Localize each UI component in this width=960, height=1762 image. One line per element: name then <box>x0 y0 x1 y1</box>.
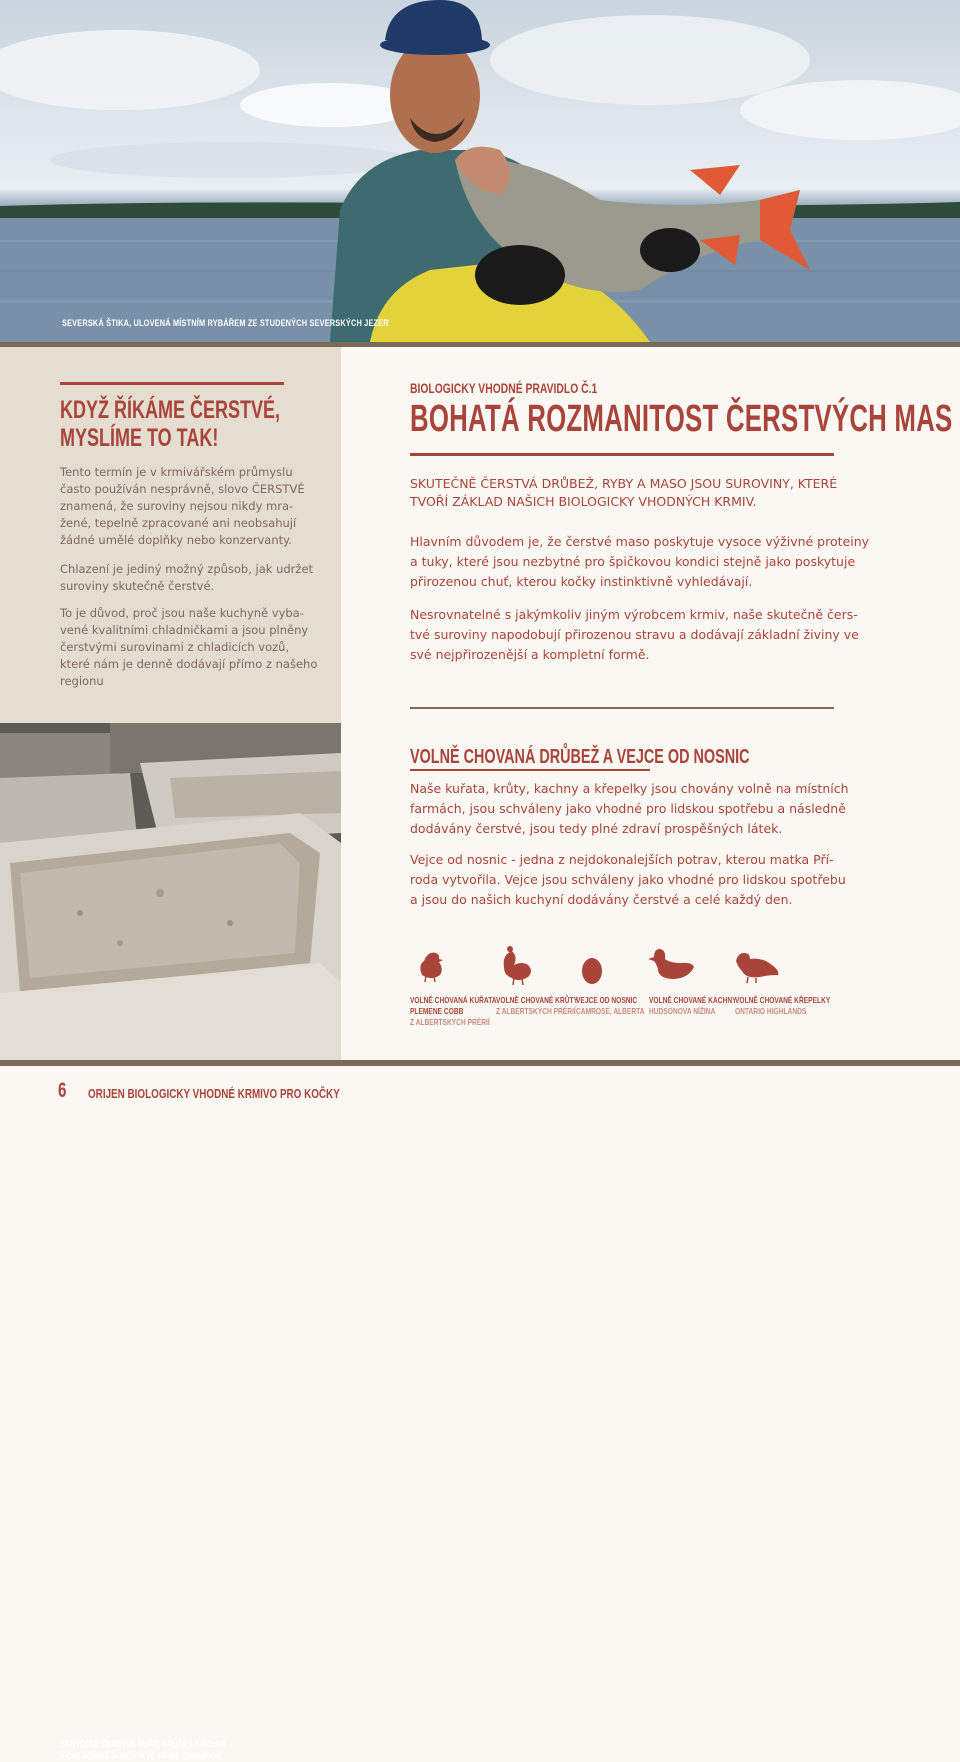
section-2-heading: VOLNĚ CHOVANÁ DRŮBEŽ A VEJCE OD NOSNIC <box>410 746 750 768</box>
text-line: To je důvod, proč jsou naše kuchyně vyba- <box>60 606 304 620</box>
subheading <box>410 475 840 511</box>
text-line: Naše kuřata, krůty, kachny a křepelky jsou chovány volně na místních <box>410 781 849 796</box>
text-line: suroviny skutečně čerstvé. <box>60 579 215 593</box>
egg-icon <box>580 945 604 985</box>
text-line: znamená, že suroviny nejsou nikdy mra- <box>60 499 294 513</box>
right-paragraph-2 <box>410 605 859 665</box>
hero-illustration <box>0 0 960 342</box>
section-2-rule <box>410 769 650 771</box>
text-line: vené kvalitními chladničkami a jsou plněny <box>60 623 309 637</box>
turkey-icon <box>498 945 538 987</box>
animal-label-quail <box>735 995 830 1017</box>
right-paragraph-1 <box>410 532 870 592</box>
page-title: BOHATÁ ROZMANITOST ČERSTVÝCH MAS <box>410 398 953 440</box>
caption-line: V CHLADÍRNĚ SUROVIN VE FIRMĚ CHAMPION. <box>60 1751 224 1761</box>
label-line: CAMROSE, ALBERTA <box>576 1006 645 1016</box>
text-line: které nám je denně dodávají přímo z našeho <box>60 657 318 671</box>
duck-icon <box>646 945 696 985</box>
left-title-rule <box>60 382 284 385</box>
label-line: Z ALBERTSKÝCH PRÉRIÍ <box>496 1006 576 1016</box>
left-paragraph-2 <box>60 561 314 595</box>
left-heading-line: KDYŽ ŘÍKÁME ČERSTVÉ, <box>60 396 281 424</box>
text-line: čerstvými surovinami z chladicích vozů, <box>60 640 290 654</box>
label-line: Z ALBERTSKÝCH PRÉRIÍ <box>410 1017 490 1027</box>
text-line: Vejce od nosnic - jedna z nejdokonalejších potrav, kterou matka Pří- <box>410 852 834 867</box>
text-line: a jsou do našich kuchyní dodávány čerstvé a celé každý den. <box>410 892 793 907</box>
label-line: VOLNĚ CHOVANÉ KACHNY <box>649 995 737 1005</box>
animal-label-chicken <box>410 995 497 1028</box>
label-line: VOLNĚ CHOVANÁ KUŘATA <box>410 995 497 1005</box>
text-line: často používán nesprávně, slovo ČERSTVÉ <box>60 482 305 496</box>
animal-label-egg <box>576 995 645 1017</box>
label-line: VEJCE OD NOSNIC <box>576 995 638 1005</box>
text-line: Tento termín je v krmivářském průmyslu <box>60 465 293 479</box>
text-line: Chlazení je jediný možný způsob, jak udržet <box>60 562 314 576</box>
text-line: farmách, jsou schváleny jako vhodné pro lidskou spotřebu a následně <box>410 801 846 816</box>
section-divider <box>410 707 834 709</box>
text-line: přirozenou chuť, kterou kočky instinktivně vyhledávají. <box>410 574 753 589</box>
text-line: žené, tepelně zpracované ani neobsahují <box>60 516 297 530</box>
footer-bar <box>0 1060 960 1066</box>
section-kicker: BIOLOGICKY VHODNÉ PRAVIDLO Č.1 <box>410 380 598 396</box>
label-line: VOLNĚ CHOVANÉ KRŮTY <box>496 995 579 1005</box>
hero-caption: SEVERSKÁ ŠTIKA, ULOVENÁ MÍSTNÍM RYBÁŘEM ZE STUDENÝCH SEVERSKÝCH JEZER <box>62 318 389 328</box>
left-heading <box>60 396 281 452</box>
caption-line: SKUTEČNĚ ČERSTVÉ KUŘE, KRŮTA A KACHNA <box>60 1739 227 1749</box>
text-line: SKUTEČNĚ ČERSTVÁ DRŮBEŽ, RYBY A MASO JSOU SUROVINY, KTERÉ <box>410 476 838 491</box>
text-line: TVOŘÍ ZÁKLAD NAŠICH BIOLOGICKY VHODNÝCH KRMIV. <box>410 494 757 509</box>
left-paragraph-1 <box>60 464 305 549</box>
text-line: své nejpřirozenější a kompletní formě. <box>410 647 650 662</box>
animal-sources <box>410 945 840 1035</box>
text-line: dodávány čerstvé, jsou tedy plné zdraví prospěšných látek. <box>410 821 783 836</box>
quail-icon <box>732 945 782 985</box>
label-line: VOLNĚ CHOVANÉ KŘEPELKY <box>735 995 831 1005</box>
footer-title: ORIJEN BIOLOGICKY VHODNÉ KRMIVO PRO KOČKY <box>88 1086 340 1101</box>
section-2-paragraph-1 <box>410 779 849 839</box>
animal-label-duck <box>649 995 737 1017</box>
label-line: PLEMENE COBB <box>410 1006 464 1016</box>
text-line: Nesrovnatelné s jakýmkoliv jiným výrobcem krmiv, naše skutečně čers- <box>410 607 858 622</box>
text-line: roda vytvořila. Vejce jsou schváleny jako vhodné pro lidskou spotřebu <box>410 872 846 887</box>
text-line: žádné umělé doplňky nebo konzervanty. <box>60 533 292 547</box>
hero-photo <box>0 0 960 342</box>
label-line: ONTARIO HIGHLANDS <box>735 1006 807 1016</box>
text-line: a tuky, které jsou nezbytné pro špičkovou kondici stejně jako poskytuje <box>410 554 856 569</box>
animal-label-turkey <box>496 995 578 1017</box>
text-line: tvé suroviny napodobují přirozenou stravu a dodávají základní živiny ve <box>410 627 859 642</box>
label-line: HUDSONOVA NÍŽINA <box>649 1006 716 1016</box>
crates-caption <box>60 1738 226 1762</box>
text-line: regionu <box>60 674 104 688</box>
section-2-paragraph-2 <box>410 850 846 910</box>
left-paragraph-3 <box>60 605 318 690</box>
text-line: Hlavním důvodem je, že čerstvé maso poskytuje vysoce výživné proteiny <box>410 534 870 549</box>
left-heading-line: MYSLÍME TO TAK! <box>60 424 219 452</box>
crates-illustration <box>0 723 341 1060</box>
chicken-icon <box>412 945 452 985</box>
title-rule <box>410 453 834 456</box>
page-number: 6 <box>58 1079 67 1102</box>
